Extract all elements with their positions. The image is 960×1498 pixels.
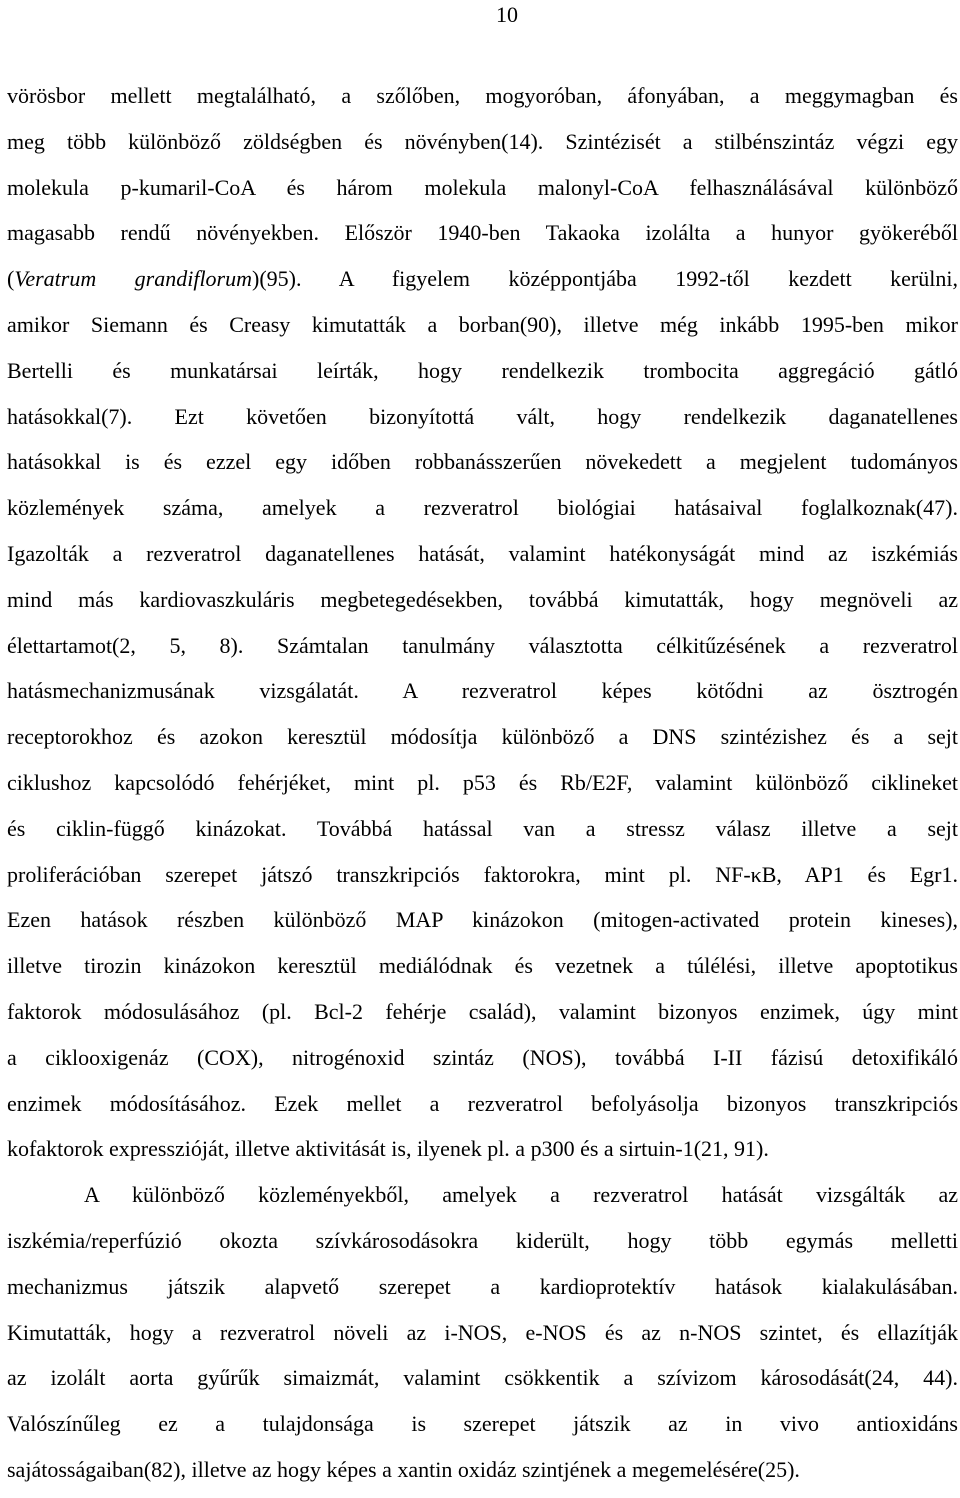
text-segment: hatásokkal(7). Ezt követően bizonyítottá vált, hogy rendelkezik daganatellenes [7, 403, 958, 429]
text-line [7, 1269, 958, 1315]
text-line [7, 1223, 958, 1269]
text-segment: Valószínűleg ez a tulajdonsága is szerepet játszik az in vivo antioxidáns [7, 1411, 958, 1437]
text-segment: enzimek módosításához. Ezek mellet a rezveratrol befolyásolja bizonyos transzkripciós [7, 1090, 958, 1116]
text-segment: proliferációban szerepet játszó transzkripciós faktorokra, mint pl. NF-κB, AP1 és Egr1. [7, 861, 958, 887]
text-line [7, 1131, 958, 1177]
text-segment: magasabb rendű növényekben. Először 1940-ben Takaoka izolálta a hunyor gyökeréből [7, 220, 958, 246]
text-line [7, 170, 958, 216]
text-segment: hatásmechanizmusának vizsgálatát. A rezveratrol képes kötődni az ösztrogén [7, 678, 958, 704]
text-segment: illetve tirozin kinázokon keresztül mediálódnak és vezetnek a túlélési, illetve apoptotikus [7, 953, 958, 979]
text-segment: közlemények száma, amelyek a rezveratrol biológiai hatásaival foglalkoznak(47). [7, 495, 958, 521]
text-segment: vörösbor mellett megtalálható, a szőlőben, mogyoróban, áfonyában, a meggymagban és [7, 83, 958, 108]
text-segment: A különböző közleményekből, amelyek a rezveratrol hatását vizsgálták az [84, 1182, 958, 1208]
text-line [7, 673, 958, 719]
text-segment: iszkémia/reperfúzió okozta szívkárosodásokra kiderült, hogy több egymás melletti [7, 1227, 958, 1253]
text-line [7, 994, 958, 1040]
paragraph [7, 78, 958, 1177]
text-segment: az izolált aorta gyűrűk simaizmát, valamint csökkentik a szívizom károsodását(24, 44). [7, 1365, 958, 1391]
italic-text: Veratrum grandiflorum [14, 266, 253, 292]
text-line [7, 1177, 958, 1223]
text-line [7, 261, 958, 307]
text-line [7, 1452, 958, 1498]
text-segment: és ciklin-függő kinázokat. Továbbá hatással van a stressz válasz illetve a sejt [7, 815, 958, 841]
text-line [7, 628, 958, 674]
text-line [7, 1040, 958, 1086]
text-segment: receptorokhoz és azokon keresztül módosítja különböző a DNS szintézishez és a sejt [7, 724, 958, 750]
text-segment: a ciklooxigenáz (COX), nitrogénoxid szintáz (NOS), továbbá I-II fázisú detoxifikáló [7, 1044, 958, 1070]
text-line [7, 536, 958, 582]
text-segment: ( [7, 266, 15, 292]
page-number: 10 [496, 2, 518, 27]
text-line [7, 353, 958, 399]
text-segment: kofaktorok expresszióját, illetve aktivitását is, ilyenek pl. a p300 és a sirtuin-1(21, 91). [7, 1136, 769, 1162]
text-line [7, 490, 958, 536]
text-segment: mechanizmus játszik alapvető szerepet a kardioprotektív hatások kialakulásában. [7, 1273, 958, 1299]
text-line [7, 1406, 958, 1452]
text-segment: faktorok módosulásához (pl. Bcl-2 fehérje család), valamint bizonyos enzimek, úgy mint [7, 998, 958, 1024]
text-segment: sajátosságaiban(82), illetve az hogy képes a xantin oxidáz szintjének a megemelésére(25). [7, 1456, 800, 1482]
text-segment: meg több különböző zöldségben és növényben(14). Szintézisét a stilbénszintáz végzi egy [7, 128, 958, 154]
text-line [7, 399, 958, 445]
text-segment: amikor Siemann és Creasy kimutatták a borban(90), illetve még inkább 1995-ben mikor [7, 311, 958, 337]
text-segment: Bertelli és munkatársai leírták, hogy rendelkezik trombocita aggregáció gátló [7, 357, 958, 383]
text-line [7, 307, 958, 353]
text-line [7, 1086, 958, 1132]
text-line [7, 948, 958, 994]
text-segment: Igazolták a rezveratrol daganatellenes hatását, valamint hatékonyságát mind az iszkémiás [7, 540, 958, 566]
text-segment: élettartamot(2, 5, 8). Számtalan tanulmány választotta célkitűzésének a rezveratrol [7, 632, 958, 658]
text-segment: Kimutatták, hogy a rezveratrol növeli az i-NOS, e-NOS és az n-NOS szintet, és ellazítják [7, 1319, 958, 1345]
text-line [7, 215, 958, 261]
text-line [7, 811, 958, 857]
text-line [7, 1315, 958, 1361]
text-segment: )(95). A figyelem középpontjába 1992-től kezdett kerülni, [252, 266, 958, 292]
text-line [7, 1360, 958, 1406]
paragraph [7, 1177, 958, 1498]
text-segment: molekula p-kumaril-CoA és három molekula malonyl-CoA felhasználásával különböző [7, 174, 958, 200]
text-line [7, 124, 958, 170]
text-segment: ciklushoz kapcsolódó fehérjéket, mint pl. p53 és Rb/E2F, valamint különböző ciklineket [7, 769, 958, 795]
text-line [7, 78, 958, 124]
text-line [7, 902, 958, 948]
text-line [7, 444, 958, 490]
text-line [7, 582, 958, 628]
text-line [7, 765, 958, 811]
text-segment: Ezen hatások részben különböző MAP kinázokon (mitogen-activated protein kineses), [7, 907, 958, 933]
text-segment: mind más kardiovaszkuláris megbetegedésekben, továbbá kimutatták, hogy megnöveli az [7, 586, 958, 612]
text-line [7, 857, 958, 903]
body-text [7, 78, 958, 1498]
text-line [7, 719, 958, 765]
text-segment: hatásokkal is és ezzel egy időben robbanásszerűen növekedett a megjelent tudományos [7, 449, 958, 475]
